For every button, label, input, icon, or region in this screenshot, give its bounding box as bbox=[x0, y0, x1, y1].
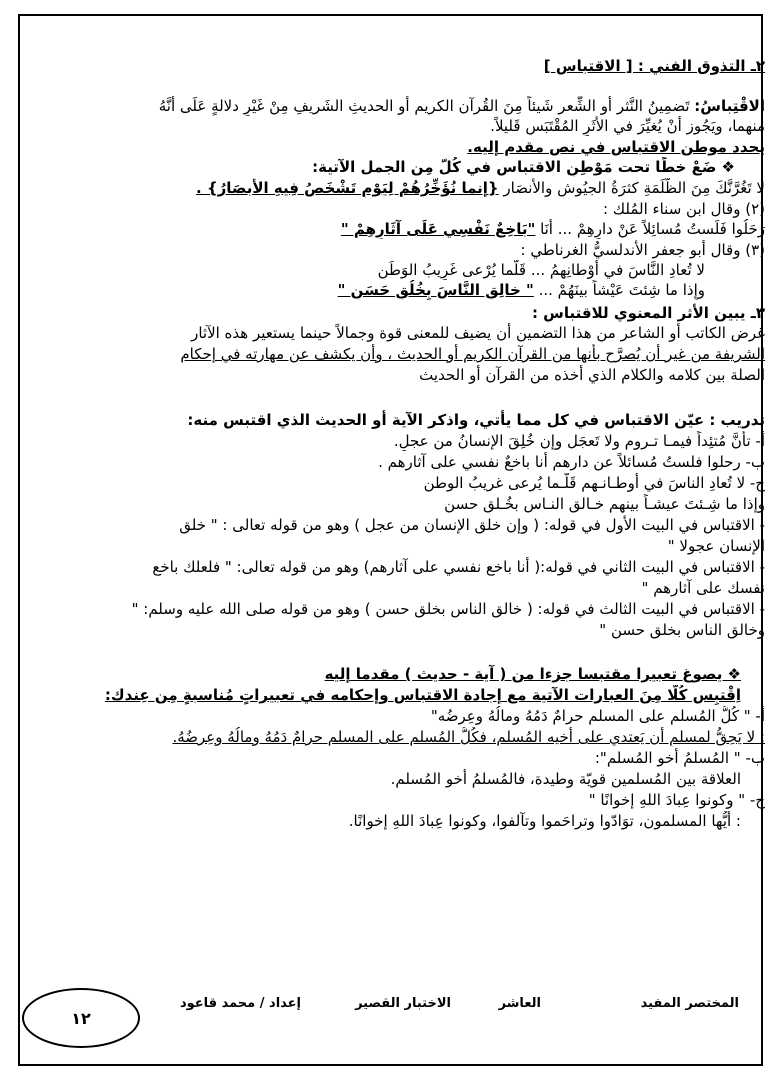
training-answer-1-cont: الإنسان عجولا " bbox=[667, 537, 765, 555]
compose-b-question: ب- " المُسلمُ أخو المُسلم": bbox=[594, 749, 765, 767]
compose-c-question: ج- " وكونوا عِبادَ اللهِ إخوانًا " bbox=[588, 791, 765, 809]
page-number: ١٢ bbox=[22, 988, 140, 1048]
effect-line-3: الصلة بين كلامه والكلام الذي أخذه من القرآن أو الحديث bbox=[419, 366, 765, 384]
training-answer-3-cont: وخالق الناس بخلق حسن " bbox=[599, 621, 765, 639]
effect-line-1: غرض الكاتب أو الشاعر من هذا التضمين أن يضيف للمعنى قوة وجمالاً حينما يستعير هذه الآثار bbox=[191, 324, 765, 342]
definition-text-1: تَضمِينُ النَّثر أو الشِّعر شَيئاً مِنَ القُرآن الكريم أو الحديثِ الشَريفِ مِنْ غَيْرِ دلالةٍ عَلَى أنَّهُ bbox=[158, 97, 695, 115]
definition-line-2: منهما، ويَجُوز أنْ يُغيِّرَ في الأَثَرِ المُقْتَبَسِ قَليلاً. bbox=[490, 117, 765, 135]
training-item-c-1: ج- لا تُعادِ الناسَ في أوطـانـهم قَلَّـما يُرعى غريبُ الوطن bbox=[423, 474, 765, 492]
example-2-quote: "بَاخِعٌ نَفْسِي عَلَى آثَارِهِمْ " bbox=[340, 220, 536, 238]
footer-test-name: الاختبار القصير bbox=[355, 996, 451, 1011]
training-answer-2: - الاقتباس في البيت الثاني في قوله:( أنا باخع نفسي على آثارهم) وهو من قوله تعالى: " فلعلك باخع bbox=[152, 558, 765, 576]
training-item-a: أ- تأنَّ مُتئِداً فيمـا تـروم ولا تَعجَل وإن خُلِقَ الإنسانُ من عجلِ. bbox=[393, 432, 765, 450]
compose-a-question: أ- " كُلُّ المُسلم على المسلمِ حرامٌ دَمُهُ ومالُهُ وعِرضُه" bbox=[430, 707, 765, 725]
footer-grade: العاشر bbox=[498, 996, 541, 1011]
example-3-verse-1: لا تُعادِ النَّاسَ في أَوْطانِهِمُ ... قَلَّما يُرْعى غَرِيبُ الوَطَنِ bbox=[377, 261, 705, 279]
footer-author: إعداد / محمد قاعود bbox=[179, 996, 301, 1011]
example-2-verse bbox=[16, 219, 765, 239]
example-3-quote: " خالِقِ النَّاسَ بِخُلُقٍ حَسَنٍ " bbox=[337, 281, 534, 299]
training-answer-2-cont: نفسك على آثارهم " bbox=[641, 579, 765, 597]
compose-c-answer: : أيُّها المسلمون، توَادّوا وتراحَموا وتآلفوا، وكونوا عِبادَ اللهِ إخوانًا. bbox=[348, 812, 741, 830]
training-answer-1: - الاقتباس في البيت الأول في قوله: ( وإن خلق الإنسان من عجل ) وهو من قوله تعالى : " خلق bbox=[179, 516, 765, 534]
example-1-quote: {إنما نُؤَخِّرُهُمْ لِيَوْمٍ تَشْخَصُ فِيهِ الأَبصَارُ} . bbox=[196, 179, 499, 197]
compose-task: اِقْتبِس كُلًّا مِنَ العبارات الآتية مع إجادة الاقتباس وإحكامه في تعبيراتٍ مُناسبةٍ مِن عِندك: bbox=[104, 686, 741, 704]
training-heading: تدريب : عيّن الاقتباس في كل مما يأتي، واذكر الآية أو الحديث الذي اقتبس منه: bbox=[187, 411, 765, 429]
section-heading: ٢ـ التذوق الفني : [ الاقتباس ] bbox=[543, 57, 765, 75]
footer-book-title: المختصر المفيد bbox=[640, 996, 739, 1011]
example-3-intro: (٣) وقال أبو جعفر الأندلسيُّ الغرناطي : bbox=[520, 241, 765, 259]
example-2-intro: (٢) وقال ابن سناء المُلك : bbox=[602, 200, 765, 218]
compose-a-answer: : لا يَحِقُّ لمسلمٍ أن يَعتدي على أخيه المُسلم، فكُلُّ المُسلم على المسلم حرامٌ دَمُهُ ومالُهُ وعِرضُهُ. bbox=[172, 728, 765, 746]
definition-term: الاقْتِباسُ: bbox=[694, 97, 765, 115]
example-3-verse-2-text: وإِذا ما شِئتَ عَيْشاً بينَهُمْ ... bbox=[533, 281, 705, 299]
training-item-c-2: وإذا ما شِـئتَ عيشـاً بينهم خـالق النـاس بخُـلقٍ حسن bbox=[444, 495, 765, 513]
training-item-b: ب- رحلوا فلستُ مُسائلاً عن دارهم أنا باخعٌ نفسي على آثارهم . bbox=[378, 453, 765, 471]
example-1-text: لا تَغُرَّنَّكَ مِنَ الظَّلَمَةِ كثرَةُ الجيُوشِ والأَنصَار bbox=[498, 179, 765, 197]
task-instruction: ❖ ضَعْ خطًا تحت مَوْطِنِ الاقتباس في كُلّ مِن الجمل الآتية: bbox=[312, 158, 735, 176]
definition-line-1 bbox=[16, 96, 765, 116]
training-answer-3: - الاقتباس في البيت الثالث في قوله: ( خالق الناس بخلق حسن ) وهو من قوله صلى الله عليه وسلم: " bbox=[131, 600, 765, 618]
compose-b-answer: العلاقة بين المُسلمين قويّة وطيدة، فالمُسلمُ أخو المُسلم. bbox=[390, 770, 741, 788]
effect-heading: ٣ـ يبين الأثر المعنوي للاقتباس : bbox=[531, 304, 765, 322]
objective: يحدد موطن الاقتباس في نص مقدم إليه. bbox=[467, 138, 765, 156]
example-2-verse-text: رَحَلُوا فَلَستُ مُسائِلاً عَنْ دارِهِمْ ... أَنَا bbox=[535, 220, 765, 238]
example-1 bbox=[16, 178, 765, 198]
compose-heading: ❖ يصوغ تعبيرا مقتبسا جزءا من ( آية - حديث ) مقدما إليه bbox=[324, 665, 741, 683]
example-3-verse-2 bbox=[16, 280, 765, 300]
effect-line-2: الشريفة من غير أن يُصرَّح بأنها من القرآن الكريم أو الحديث ، وأن يكشف عن مهارته في إحكام bbox=[180, 345, 765, 363]
